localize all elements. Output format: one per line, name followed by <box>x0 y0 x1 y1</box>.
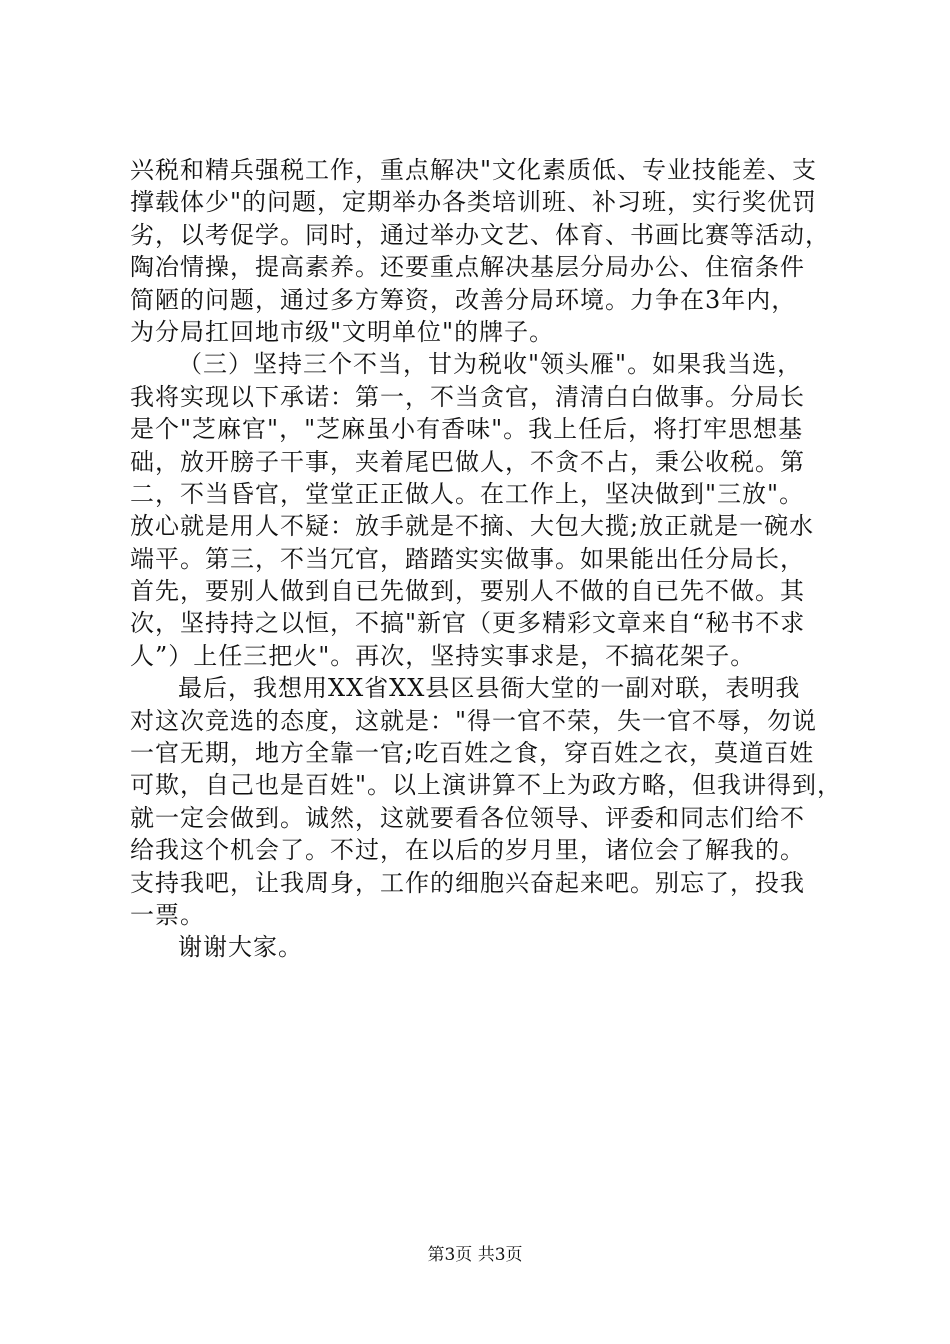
text-line: 放心就是用人不疑：放手就是不摘、大包大揽;放正就是一碗水 <box>130 512 815 541</box>
text-line: 撑载体少"的问题，定期举办各类培训班、补习班，实行奖优罚 <box>130 188 818 217</box>
text-line: 次，坚持持之以恒，不搞"新官（更多精彩文章来自“秘书不求 <box>130 609 806 638</box>
body-text <box>130 154 843 964</box>
text-line: 支持我吧，让我周身，工作的细胞兴奋起来吧。别忘了，投我 <box>130 868 805 897</box>
text-line: 二，不当昏官，堂堂正正做人。在工作上，坚决做到"三放"。 <box>130 479 805 508</box>
text-line: 可欺，自己也是百姓"。以上演讲算不上为政方略，但我讲得到， <box>130 771 843 800</box>
page-footer: 第3页 共3页 <box>427 1245 523 1265</box>
text-line: 端平。第三，不当冗官，踏踏实实做事。如果能出任分局长， <box>130 544 805 573</box>
text-line: 劣，以考促学。同时，通过举办文艺、体育、书画比赛等活动， <box>130 220 830 249</box>
text-line: （三）坚持三个不当，甘为税收"领头雁"。如果我当选， <box>178 350 803 379</box>
text-line: 谢谢大家。 <box>178 933 303 962</box>
text-line: 础，放开膀子干事，夹着尾巴做人，不贪不占，秉公收税。第 <box>130 447 805 476</box>
text-line: 一官无期，地方全靠一官;吃百姓之食，穿百姓之衣，莫道百姓 <box>130 739 815 768</box>
text-line: 首先，要别人做到自已先做到，要别人不做的自已先不做。其 <box>130 577 805 606</box>
text-line: 兴税和精兵强税工作，重点解决"文化素质低、专业技能差、支 <box>130 156 818 184</box>
text-line: 简陋的问题，通过多方筹资，改善分局环境。力争在3年内， <box>130 285 797 314</box>
text-line: 给我这个机会了。不过，在以后的岁月里，诸位会了解我的。 <box>130 836 805 865</box>
text-line: 我将实现以下承诺：第一，不当贪官，清清白白做事。分局长 <box>130 382 805 411</box>
text-line: 陶冶情操，提高素养。还要重点解决基层分局办公、住宿条件 <box>130 253 805 282</box>
text-line: 一票。 <box>130 900 205 929</box>
text-line: 是个"芝麻官"，"芝麻虽小有香味"。我上任后，将打牢思想基 <box>130 415 804 444</box>
text-line: 最后，我想用XX省XX县区县衙大堂的一副对联，表明我 <box>178 674 801 703</box>
text-line: 为分局扛回地市级"文明单位"的牌子。 <box>130 317 555 346</box>
text-line: 就一定会做到。诚然，这就要看各位领导、评委和同志们给不 <box>130 803 805 832</box>
text-line: 对这次竞选的态度，这就是："得一官不荣，失一官不辱，勿说 <box>130 706 818 735</box>
text-line: 人”）上任三把火"。再次，坚持实事求是，不搞花架子。 <box>130 641 756 670</box>
